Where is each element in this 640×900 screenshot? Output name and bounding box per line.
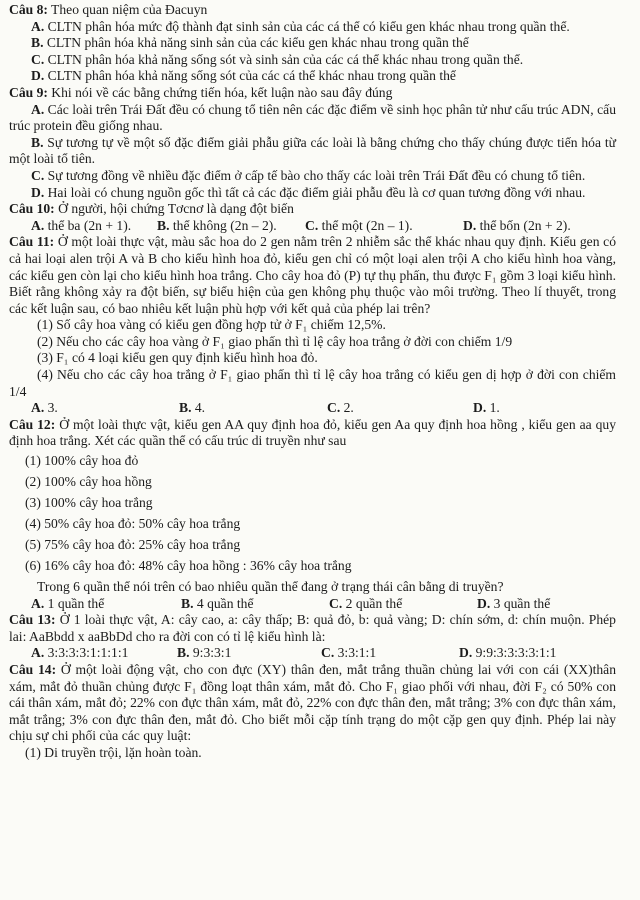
option-a: A. 1 quần thể bbox=[31, 595, 105, 611]
statement-1: (1) Số cây hoa vàng có kiểu gen đồng hợp tử ở F₁ chiếm 12,5%. bbox=[37, 317, 386, 333]
question-text: Khi nói về các bằng chứng tiến hóa, kết luận nào sau đây đúng bbox=[47, 84, 393, 100]
option-d: D. 1. bbox=[473, 400, 500, 416]
law-1: (1) Di truyền trội, lặn hoàn toàn. bbox=[25, 744, 202, 760]
question-8 bbox=[9, 2, 616, 85]
question-text: Ở người, hội chứng Tơcnơ là dạng đột biến bbox=[54, 201, 294, 217]
question-number: Câu 12: bbox=[9, 416, 56, 432]
statement-3: (3) F₁ có 4 loại kiểu gen quy định kiểu hình hoa đỏ. bbox=[37, 350, 318, 366]
question-text: Ở một loài thực vật, kiểu gen AA quy định hoa đỏ, kiểu gen Aa quy định hoa hồng , kiểu gen aa quy định hoa trắng. Xét các quần thể có cấu trúc di truyền như sau bbox=[9, 416, 616, 449]
population-6: (6) 16% cây hoa đỏ: 48% cây hoa hồng : 36% cây hoa trắng bbox=[25, 558, 352, 574]
question-text: Ở 1 loài thực vật, A: cây cao, a: cây thấp; B: quả đỏ, b: quả vàng; D: chín sớm, d: chín muộn. Phép lai: AaBbdd x aaBbDd cho ra đời con có tỉ lệ kiểu hình là: bbox=[9, 612, 616, 644]
question-14 bbox=[9, 662, 616, 762]
options-row bbox=[9, 400, 616, 417]
option-b: B. 4. bbox=[179, 400, 206, 416]
option-c: C. Sự tương đồng về nhiều đặc điểm ở cấp tế bào cho thấy các loài trên Trái Đất đều có chung tổ tiên. bbox=[31, 167, 586, 183]
option-a: A. 3. bbox=[31, 400, 58, 416]
option-b: B. 9:3:3:1 bbox=[177, 645, 232, 661]
question-number: Câu 9: bbox=[9, 84, 48, 100]
question-12 bbox=[9, 417, 616, 612]
statement-2: (2) Nếu cho các cây hoa vàng ở F₁ giao phấn thì tỉ lệ cây hoa trắng ở đời con chiếm 1/9 bbox=[37, 333, 513, 349]
option-b: B. 4 quần thể bbox=[181, 595, 254, 611]
option-c: C. 2. bbox=[327, 400, 354, 416]
population-2: (2) 100% cây hoa hồng bbox=[25, 474, 152, 490]
question-number: Câu 8: bbox=[9, 2, 48, 17]
population-1: (1) 100% cây hoa đỏ bbox=[25, 453, 139, 469]
option-a: A. thể ba (2n + 1). bbox=[31, 217, 132, 233]
option-c: C. 3:3:1:1 bbox=[321, 645, 377, 661]
option-a: A. Các loài trên Trái Đất đều có chung tổ tiên nên các đặc điểm về sinh học phân tử như cấu trúc ADN, cấu trúc protein đều giống nhau. bbox=[9, 101, 616, 134]
option-b: B. thể không (2n – 2). bbox=[157, 217, 277, 233]
statement-4: (4) Nếu cho các cây hoa trắng ở F₁ giao phấn thì tỉ lệ cây hoa trắng có kiểu gen dị hợp ở đời con chiếm 1/4 bbox=[9, 367, 616, 399]
option-d: D. CLTN phân hóa khả năng sống sót của các cá thể khác nhau trong quần thể bbox=[31, 68, 456, 84]
question-number: Câu 14: bbox=[9, 662, 57, 677]
option-a: A. CLTN phân hóa mức độ thành đạt sinh sản của các cá thể có kiểu gen khác nhau trong quần thể. bbox=[31, 18, 570, 34]
option-b: B. CLTN phân hóa khả năng sinh sản của các kiểu gen khác nhau trong quần thể bbox=[31, 35, 469, 51]
question-number: Câu 13: bbox=[9, 612, 56, 628]
question-11 bbox=[9, 234, 616, 417]
option-c: C. CLTN phân hóa khả năng sống sót và sinh sản của các cá thể khác nhau trong quần thể. bbox=[31, 51, 524, 67]
population-3: (3) 100% cây hoa trắng bbox=[25, 495, 153, 511]
question-number: Câu 11: bbox=[9, 234, 55, 250]
option-d: D. 9:9:3:3:3:3:1:1 bbox=[459, 645, 557, 661]
options-row bbox=[9, 218, 616, 235]
options-row bbox=[9, 645, 616, 662]
question-text: Theo quan niệm của Đacuyn bbox=[47, 2, 208, 17]
option-d: D. Hai loài có chung nguồn gốc thì tất cả các đặc điểm giải phẫu đều là cơ quan tương đồng với nhau. bbox=[31, 184, 586, 200]
question-text: Ở một loài thực vật, màu sắc hoa do 2 gen nằm trên 2 nhiễm sắc thể khác nhau quy định. Kiểu gen có cả hai loại alen trội A và B cho kiểu hình hoa đỏ, kiểu gen chỉ có một loại alen trội A cho kiểu hình hoa vàng, các kiểu gen còn lại cho kiểu hình hoa trắng. Cho cây hoa đỏ (P) tự thụ phấn, thu được F₁ gồm 3 loại kiểu hình. Biết rằng không xảy ra đột biến, sự biểu hiện của gen không phụ thuộc vào môi trường. Theo lí thuyết, trong các kết luận sau, có bao nhiêu kết luận phù hợp với kết quả của phép lai trên? bbox=[9, 234, 617, 316]
question-13 bbox=[9, 612, 616, 662]
option-d: D. 3 quần thể bbox=[477, 595, 551, 611]
question-prompt: Trong 6 quần thể nói trên có bao nhiêu quần thể đang ở trạng thái cân bằng di truyền? bbox=[37, 579, 504, 595]
option-c: C. 2 quần thể bbox=[329, 595, 403, 611]
options-row bbox=[9, 596, 616, 613]
population-5: (5) 75% cây hoa đỏ: 25% cây hoa trắng bbox=[25, 537, 241, 553]
option-b: B. Sự tương tự về một số đặc điểm giải phẫu giữa các loài là bằng chứng cho thấy chúng được tiến hóa từ một loài tổ tiên. bbox=[9, 134, 616, 167]
option-c: C. thể một (2n – 1). bbox=[305, 217, 413, 233]
question-9 bbox=[9, 85, 616, 201]
option-d: D. thể bốn (2n + 2). bbox=[463, 217, 571, 233]
option-a: A. 3:3:3:3:1:1:1:1 bbox=[31, 645, 129, 661]
population-4: (4) 50% cây hoa đỏ: 50% cây hoa trắng bbox=[25, 516, 241, 532]
question-10 bbox=[9, 201, 616, 234]
question-text: Ở một loài động vật, cho con đực (XY) thân đen, mắt trắng thuần chủng lai với con cái (XX)thân xám, mắt đỏ thuần chủng được F₁ đồng loạt thân xám, mắt đỏ. Cho F₁ giao phối với nhau, đời F₂ có 50% con cái thân xám, mắt đỏ; 22% con đực thân xám, mắt đỏ, 22% con đực thân đen, mắt trắng; 3% con đực thân xám, mắt trắng; 3% con đực thân đen, mắt đỏ. Cho biết mỗi cặp tính trạng do một cặp gen quy định. Phép lai này chịu sự chi phối của các quy luật: bbox=[9, 662, 616, 744]
question-number: Câu 10: bbox=[9, 201, 55, 217]
